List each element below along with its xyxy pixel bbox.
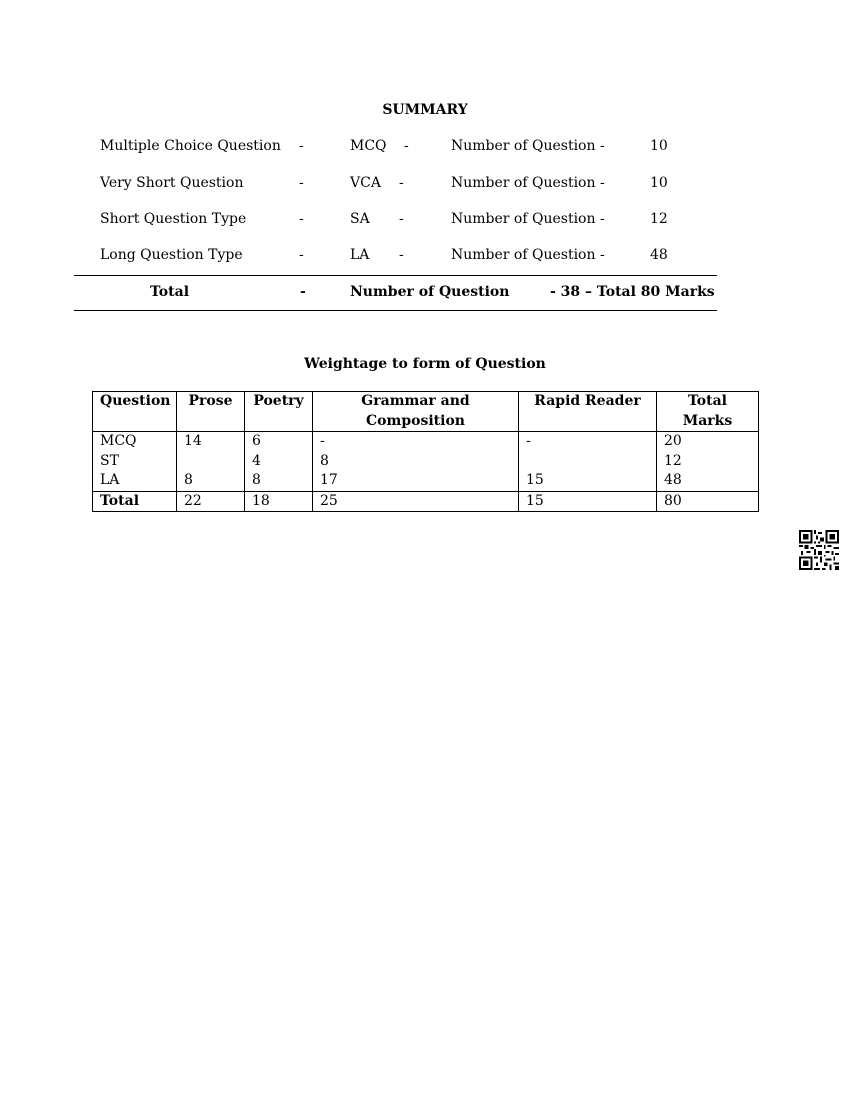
cell-line: 15 [526, 472, 544, 488]
header-cell: Prose [177, 392, 245, 432]
total-value: - 38 – Total 80 Marks [550, 284, 715, 300]
table-cell: 15 [519, 491, 657, 512]
qr-code-icon [799, 530, 839, 570]
header-cell: Total Marks [657, 392, 759, 432]
table-cell: 80 [657, 491, 759, 512]
table-cell: 25 [313, 491, 519, 512]
header-cell: Grammar and Composition [313, 392, 519, 432]
cell-line: 12 [664, 452, 682, 469]
table-cell [177, 432, 245, 492]
weightage-title: Weightage to form of Question [304, 356, 546, 372]
cell-line: 8 [320, 452, 329, 469]
summary-count: 10 [650, 138, 668, 154]
summary-type: Long Question Type [100, 247, 243, 263]
summary-count: 48 [650, 247, 668, 263]
cell-line: 8 [252, 472, 261, 488]
weightage-table [92, 391, 759, 512]
table-header-row [93, 392, 759, 432]
table-row [93, 432, 759, 492]
table-cell: Total [93, 491, 177, 512]
header-cell: Rapid Reader [519, 392, 657, 432]
summary-dash: - [399, 175, 404, 191]
table-cell [93, 432, 177, 492]
summary-type: Multiple Choice Question [100, 138, 281, 154]
table-cell [657, 432, 759, 492]
summary-dash: - [299, 211, 304, 227]
summary-count-label: Number of Question [451, 138, 596, 154]
cell-line: 4 [252, 452, 261, 469]
cell-line: 20 [664, 433, 682, 449]
summary-dash: - [600, 247, 605, 263]
summary-count: 12 [650, 211, 668, 227]
summary-type: Short Question Type [100, 211, 247, 227]
cell-line: ST [100, 452, 119, 469]
total-dash: - [300, 284, 306, 300]
table-total-row [93, 491, 759, 512]
summary-dash: - [600, 211, 605, 227]
summary-count-label: Number of Question [451, 247, 596, 263]
cell-line: 17 [320, 472, 338, 488]
cell-line [184, 452, 237, 472]
cell-line: MCQ [100, 433, 137, 449]
cell-line: 8 [184, 472, 193, 488]
cell-line: - [526, 433, 531, 449]
summary-type: Very Short Question [100, 175, 244, 191]
table-cell: 22 [177, 491, 245, 512]
summary-count-label: Number of Question [451, 175, 596, 191]
table-cell [313, 432, 519, 492]
cell-line [526, 452, 649, 472]
header-cell: Question [93, 392, 177, 432]
summary-abbr: LA [350, 247, 370, 263]
total-question-label: Number of Question [350, 284, 510, 300]
cell-line: 14 [184, 433, 202, 449]
summary-dash: - [600, 138, 605, 154]
summary-abbr: SA [350, 211, 370, 227]
cell-line: - [320, 433, 325, 449]
table-cell [519, 432, 657, 492]
summary-dash: - [399, 211, 404, 227]
table-cell: 18 [245, 491, 313, 512]
total-label: Total [150, 284, 190, 300]
summary-dash: - [399, 247, 404, 263]
summary-dash: - [299, 247, 304, 263]
summary-abbr: MCQ [350, 138, 387, 154]
summary-dash: - [299, 138, 304, 154]
summary-count-label: Number of Question [451, 211, 596, 227]
summary-title: SUMMARY [382, 102, 468, 118]
divider-line [74, 275, 717, 276]
summary-abbr: VCA [350, 175, 381, 191]
cell-line: 6 [252, 433, 261, 449]
cell-line: LA [100, 472, 120, 488]
divider-line [74, 310, 717, 311]
summary-dash: - [404, 138, 409, 154]
table-cell [245, 432, 313, 492]
summary-count: 10 [650, 175, 668, 191]
header-cell: Poetry [245, 392, 313, 432]
summary-dash: - [299, 175, 304, 191]
cell-line: 48 [664, 472, 682, 488]
summary-dash: - [600, 175, 605, 191]
